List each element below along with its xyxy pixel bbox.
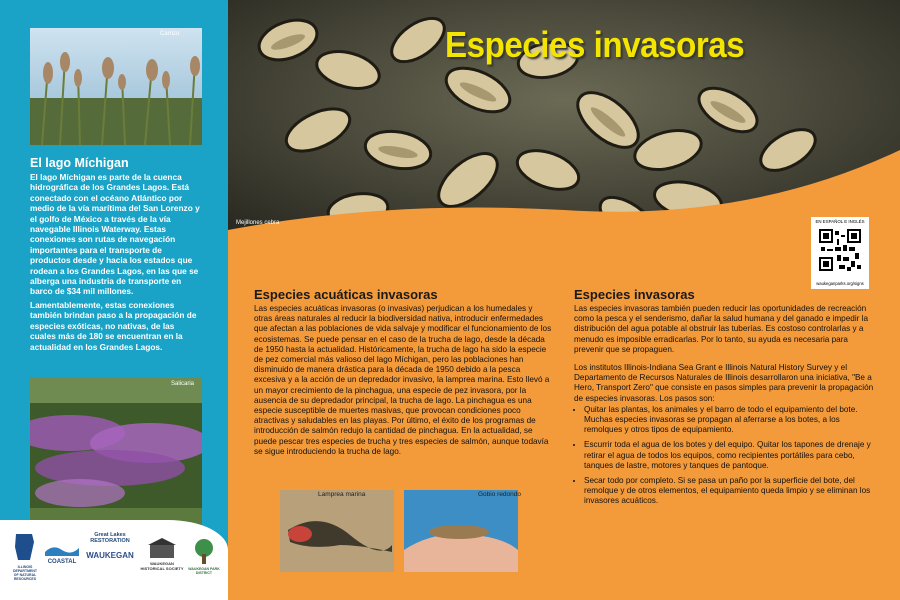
sidebar-paragraph: Lamentablemente, estas conexiones también brindan paso a la propagación de especies exóticas, no nativas, de las cuales más de 180 se encuentran en la actualidad en los Grandes Lagos. — [30, 299, 197, 352]
qr-code-panel[interactable] — [811, 217, 869, 289]
section-body — [254, 304, 552, 457]
round-goby-photo — [404, 490, 518, 572]
qr-url[interactable]: waukeganparks.org/signs — [816, 281, 864, 286]
photo-caption: Carrizo — [160, 31, 180, 37]
thumb-caption: Lamprea marina — [318, 491, 366, 498]
section-paragraph: Las especies invasoras también pueden reducir las oportunidades de recreación como la pesca y el senderismo, dañar la salud humana y del ganado e impedir la distribución del agua potable al obstruir las tuberías. Es costoso controlarlas y a menudo es imposible erradicarlas. Por lo tanto, su ayuda es necesaria para prevenir que se propaguen. — [574, 304, 869, 354]
waukegan-wordmark: WAUKEGAN — [86, 551, 134, 560]
qr-code-icon — [819, 229, 861, 271]
section-body — [574, 304, 879, 507]
coastal-logo: COASTAL — [45, 542, 79, 566]
great-lakes-restoration-logo: Great Lakes RESTORATION WAUKEGAN — [84, 532, 136, 559]
section-heading: Especies invasoras — [574, 287, 695, 302]
list-item: • Quitar las plantas, los animales y el barro de todo el equipamiento del bote. Muchas especies invasoras se propagan al aferrarse a los botes, a los remolques y otros tipos de equipamiento. — [584, 405, 879, 436]
page-title: Especies invasoras — [445, 24, 745, 65]
list-item: • Escurrir toda el agua de los botes y del equipo. Quitar los tapones de drenaje y retirar el agua de todos los equipos, como recipientes portátiles para cebo, tanques de lastre, motores y tanques de pantoque. — [584, 440, 879, 471]
sea-lamprey-photo — [280, 490, 394, 572]
section-heading: Especies acuáticas invasoras — [254, 287, 438, 302]
steps-list — [574, 405, 879, 507]
illinois-dnr-logo: ILLINOIS DEPARTMENT OF NATURAL RESOURCES — [12, 532, 38, 581]
loosestrife-photo — [30, 378, 202, 538]
hero-photo-caption: Mejillones cebra — [236, 220, 280, 226]
waukegan-park-district-logo: WAUKEGAN PARK DISTRICT — [186, 538, 222, 575]
thumb-caption: Gobio redondo — [478, 491, 522, 498]
aquatic-invasive-section — [254, 287, 552, 465]
sponsor-logos — [0, 520, 228, 600]
reed-photo — [30, 28, 202, 145]
list-item: • Secar todo por completo. Si se pasa un paño por la superficie del bote, del remolque y de otros elementos, el equipamiento queda limpio y se eliminan los invasores acuáticos. — [584, 476, 879, 507]
sidebar-title: El lago Míchigan — [30, 156, 129, 170]
sidebar-text — [30, 172, 202, 355]
invasive-species-section — [574, 287, 879, 512]
section-paragraph: Las especies acuáticas invasoras (o invasivas) perjudican a los humedales y otras áreas naturales al reducir la biodiversidad nativa, introducir enfermedades que afectan a las poblaciones de vida salvaje y modificar el funcionamiento de los ecosistemas. Se puede pensar en el caso de la trucha de lago, desde la década de 1950 hasta la actualidad. Históricamente, la trucha de lago ha sido la especie de pez comercial más valioso del lago Míchigan, pero las poblaciones han disminuido de manera drástica para la década de 1950 debido a la pesca excesiva y a la acción de un depredador invasivo, la lamprea marina. Esto llevó a un mayor crecimiento de la pinchagua, una especie de pez invasora, por la ausencia de su depredador principal, la trucha de lago. La pinchagua es una especie susceptible de muertes masivas, que provocan condiciones poco atractivas y saludables en las playas. Por último, el éxito de los programas de introducción de salmón redujo la cantidad de pinchagua. En la actualidad, se puede pescar tres especies de trucha y tres especies de salmón, aunque todavía se sigue introduciendo la trucha de lago. — [254, 304, 552, 456]
photo-caption: Salicaria — [171, 381, 195, 387]
qr-label: EN ESPAÑOL E INGLÉS — [815, 219, 865, 224]
sidebar — [0, 0, 228, 600]
section-paragraph: Los institutos Illinois-Indiana Sea Grant e Illinois Natural History Survey y el Departamento de Recursos Naturales de Illinois desarrollaron una iniciativa, "Be a Hero, Transport Zero" que consiste en pasos simples para prevenir la propagación de especies invasoras. Los pasos son: — [574, 363, 874, 403]
waukegan-historical-society-logo: WAUKEGAN HISTORICAL SOCIETY — [140, 538, 184, 571]
sidebar-paragraph: El lago Míchigan es parte de la cuenca hidrográfica de los Grandes Lagos. Está conectado con el océano Atlántico por medio de la vía marítima del San Lorenzo y el golfo de México a través de la vía navegable Illinois Waterway. Estas conexiones son rutas de navegación importantes para el transporte de productos desde y hacia los estados que rodean a los Grandes Lagos, en las que se alberga una industria de transporte en barco de $34 mil millones. — [30, 172, 200, 297]
